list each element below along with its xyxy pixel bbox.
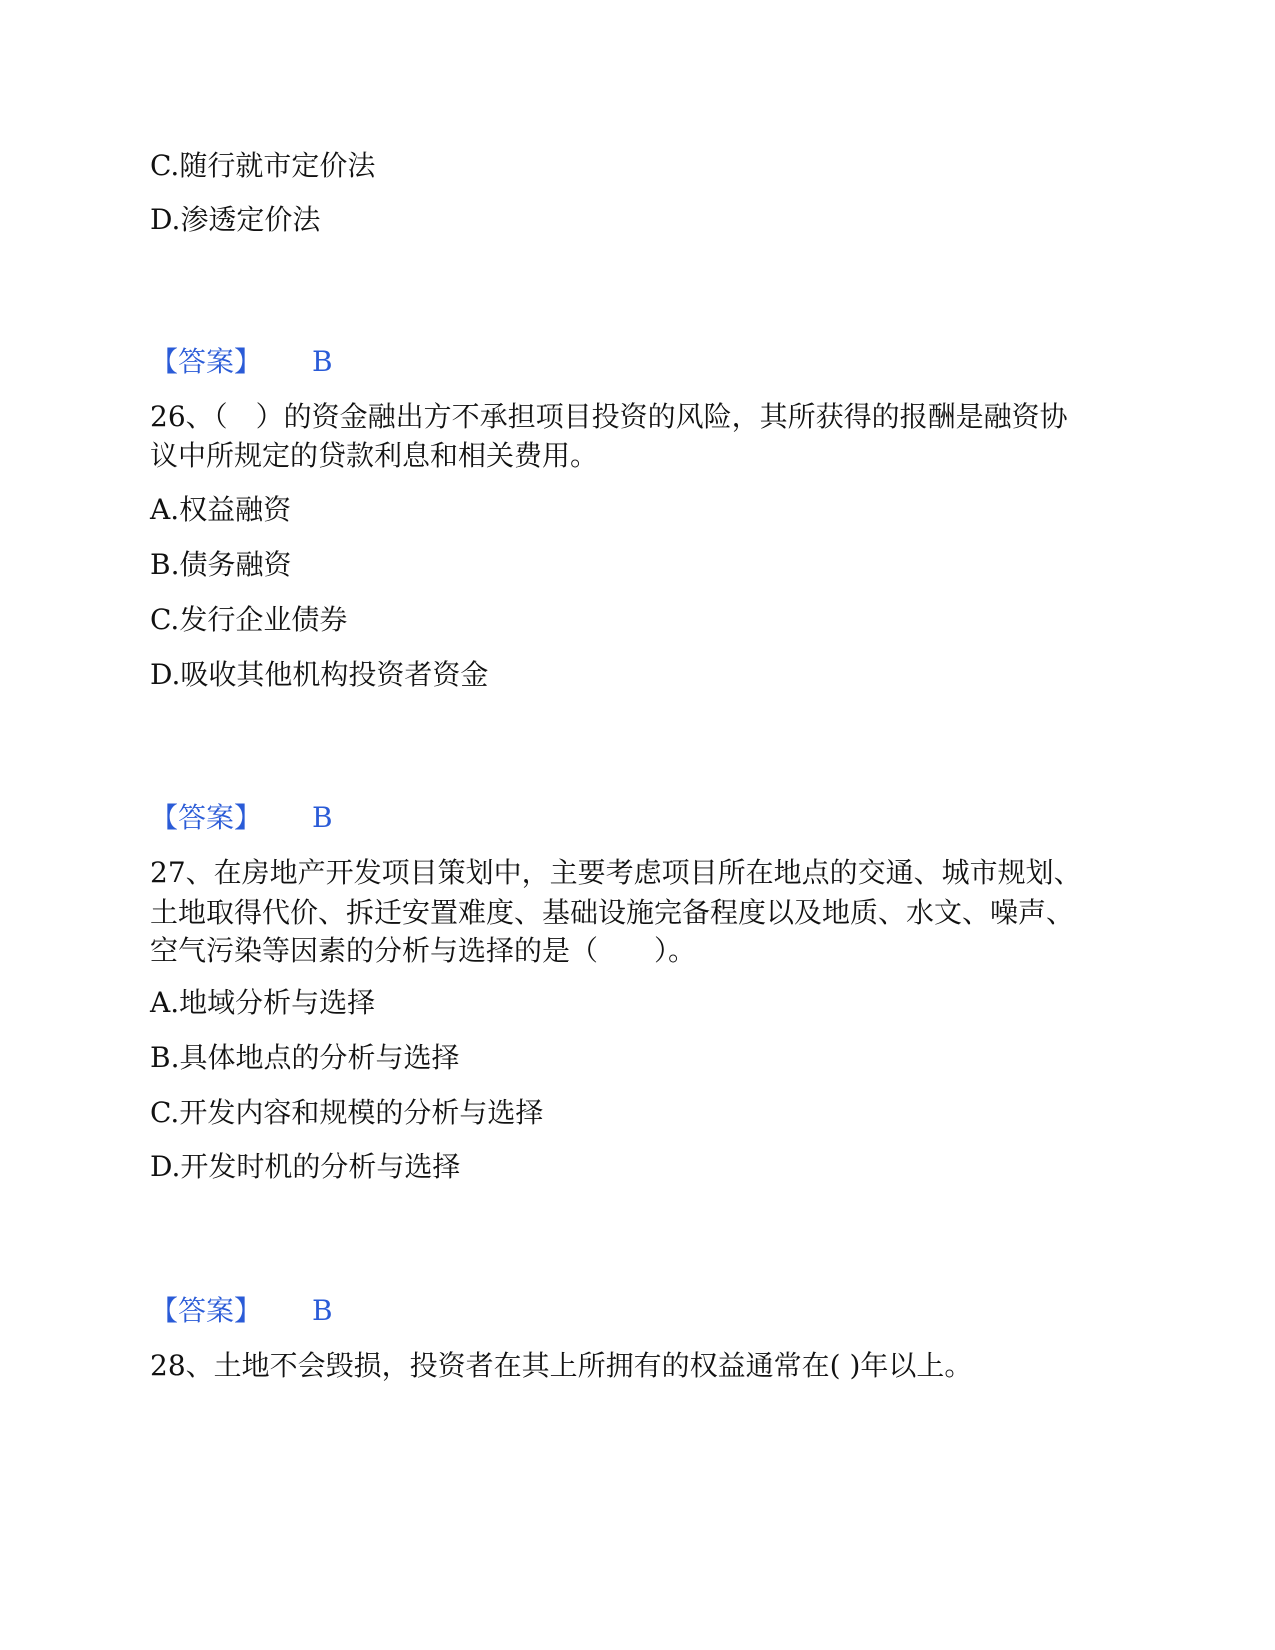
option-b: B.债务融资 [150,548,292,581]
question-stem-line: 议中所规定的贷款利息和相关费用。 [150,439,599,472]
option-c: C.开发内容和规模的分析与选择 [150,1096,544,1129]
question-stem-line: 28、土地不会毁损，投资者在其上所拥有的权益通常在( )年以上。 [150,1349,973,1382]
option-d: D.吸收其他机构投资者资金 [150,658,489,691]
answer-value: B [312,801,333,834]
question-stem-line: 土地取得代价、拆迁安置难度、基础设施完备程度以及地质、水文、噪声、 [150,896,1075,929]
option-c: C.随行就市定价法 [150,149,376,182]
answer-label: 【答案】 [150,801,263,834]
answer-value: B [312,345,333,378]
question-stem-line: 26、（ ）的资金融出方不承担项目投资的风险，其所获得的报酬是融资协 [150,400,1068,433]
answer-line [150,342,333,382]
option-b: B.具体地点的分析与选择 [150,1041,460,1074]
answer-line [150,798,333,838]
question-stem-line: 空气污染等因素的分析与选择的是（ ）。 [150,934,697,967]
question-stem-line: 27、在房地产开发项目策划中，主要考虑项目所在地点的交通、城市规划、 [150,856,1082,889]
option-d: D.开发时机的分析与选择 [150,1150,461,1183]
answer-label: 【答案】 [150,345,263,378]
option-c: C.发行企业债券 [150,603,348,636]
option-a: A.地域分析与选择 [150,986,376,1019]
answer-value: B [312,1294,333,1327]
option-d: D.渗透定价法 [150,203,321,236]
answer-line [150,1291,333,1331]
answer-label: 【答案】 [150,1294,263,1327]
option-a: A.权益融资 [150,493,292,526]
